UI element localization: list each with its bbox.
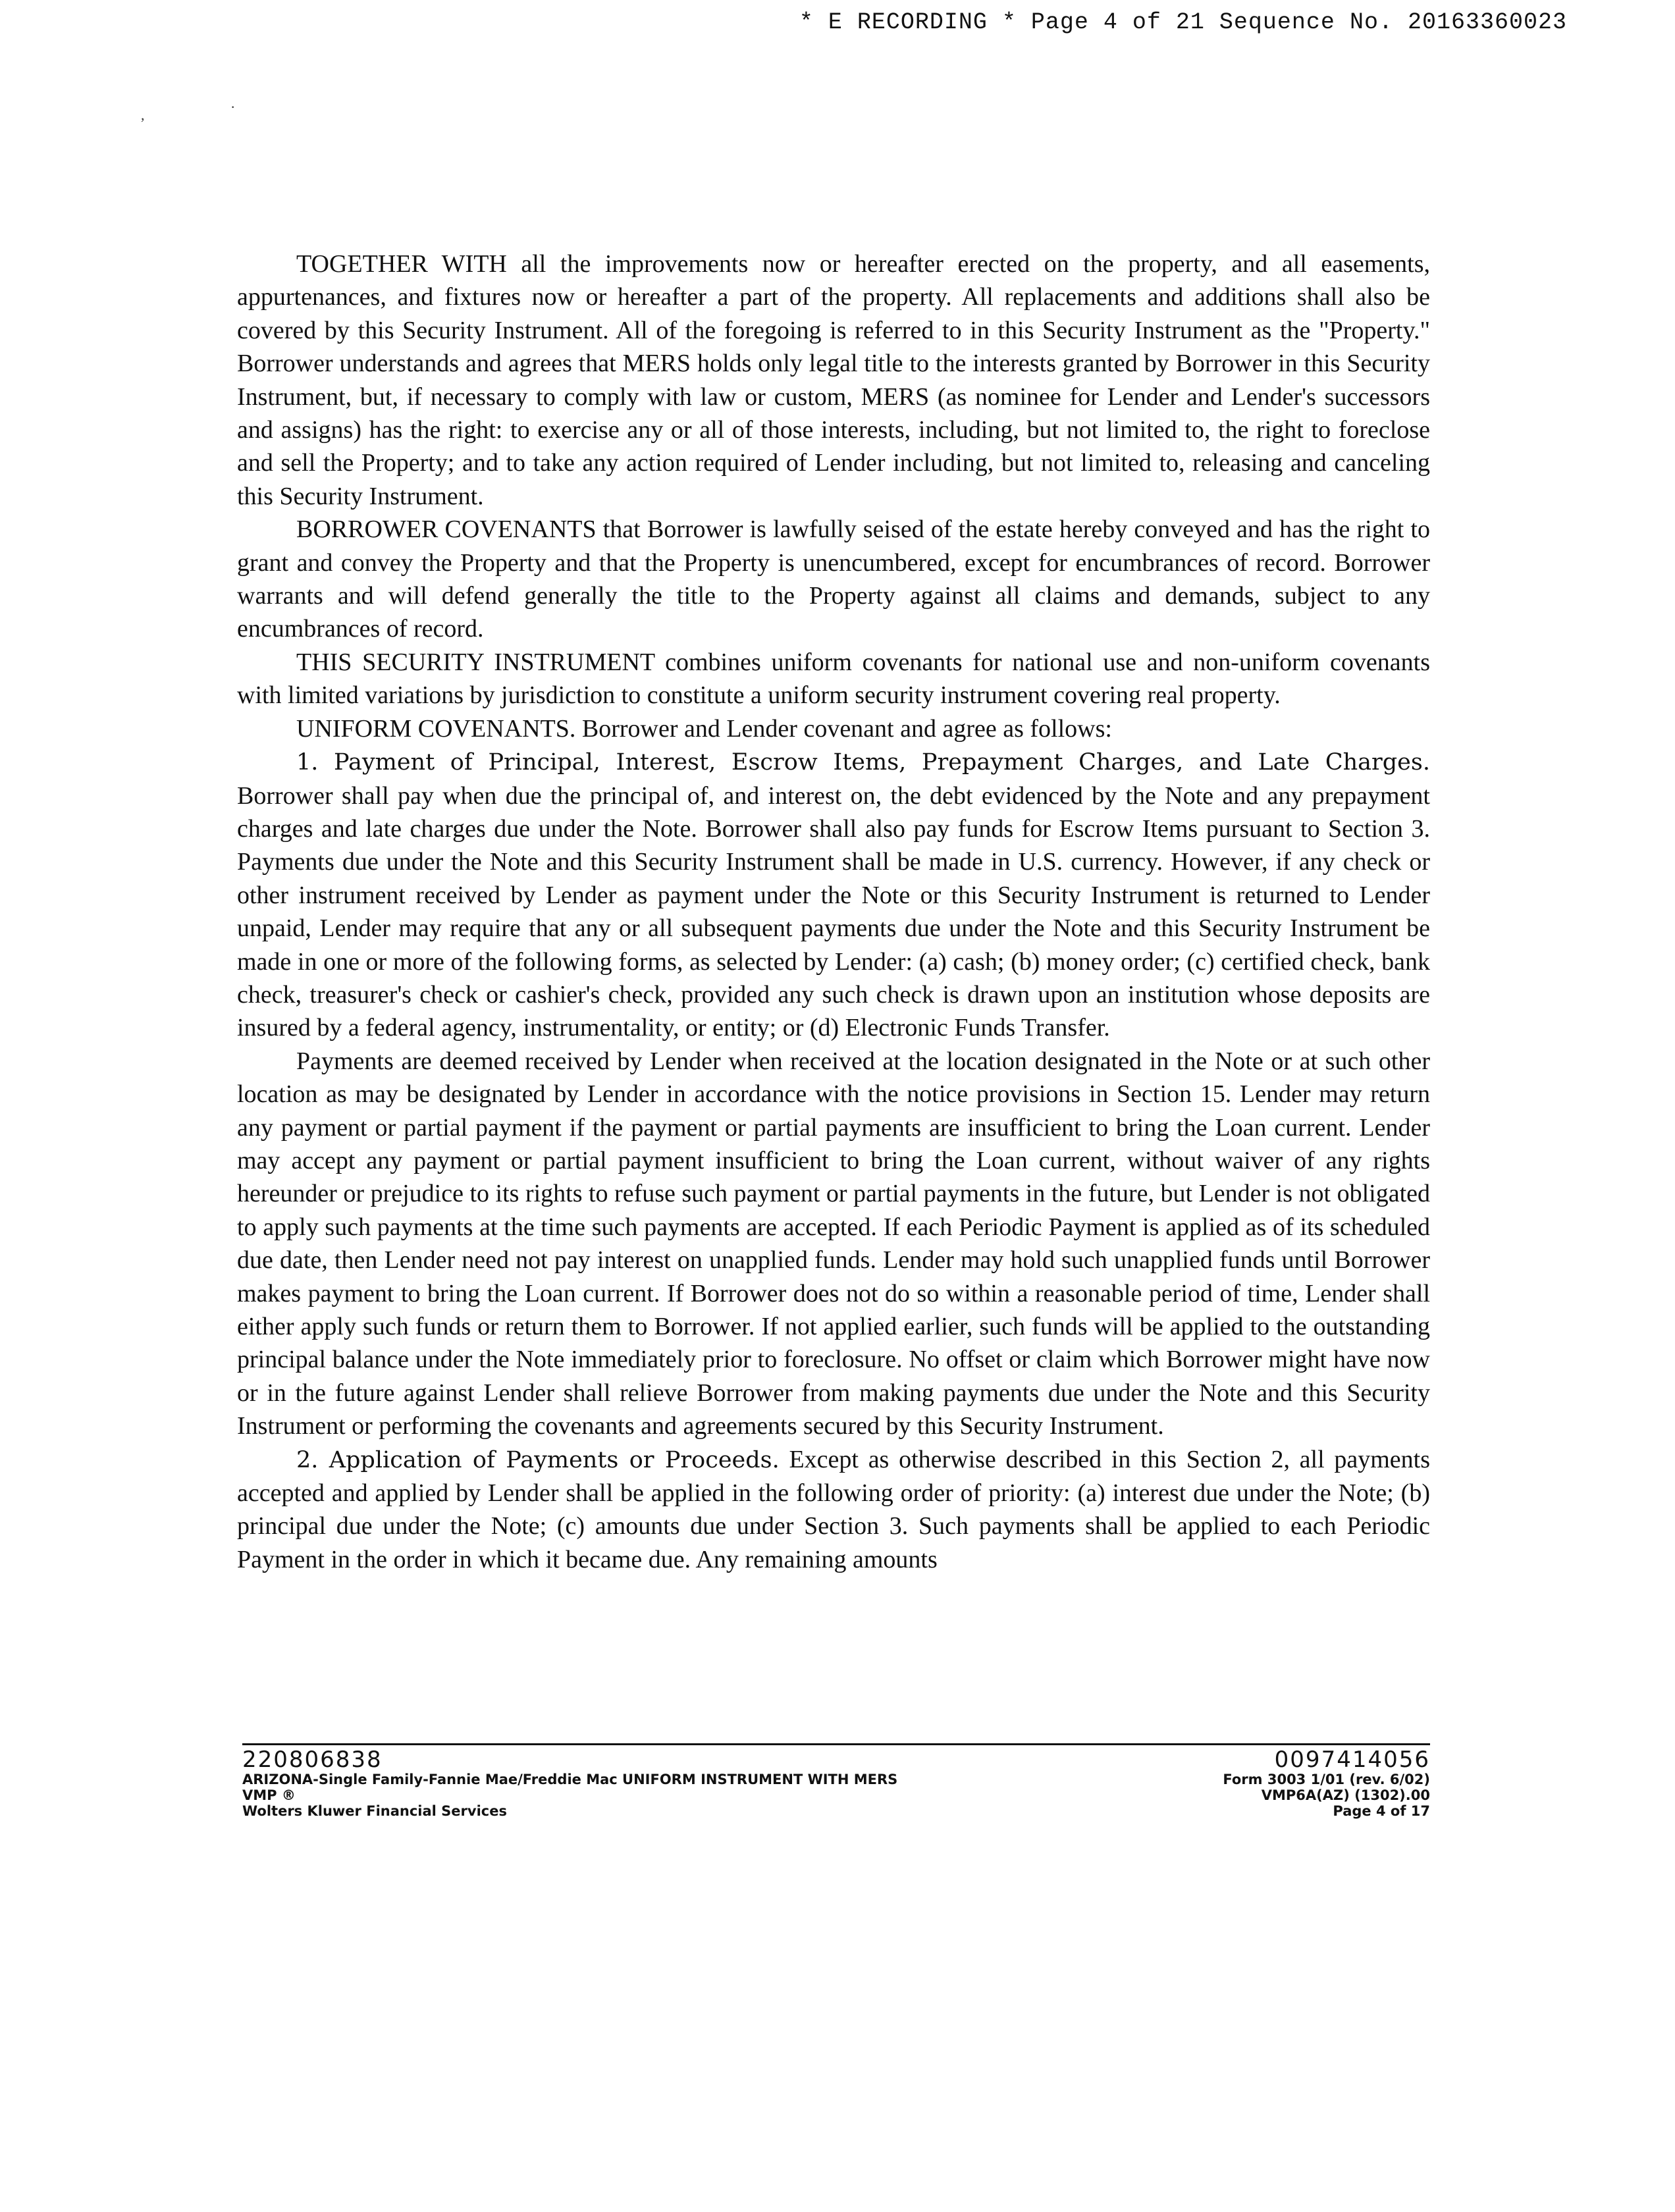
footer-left: [242, 1748, 897, 1819]
footer-left-number: 220806838: [242, 1747, 383, 1773]
vmp-mark: VMP ®: [242, 1787, 296, 1803]
section-1-text: Borrower shall pay when due the principal of, and interest on, the debt evidenced by the Note and any prepayment charges and late charges due under the Note. Borrower shall also pay funds for Escrow Items pursuant to Section 3. Payments due under the Note and this Security Instrument shall be made in U.S. currency. However, if any check or other instrument received by Lender as payment under the Note or this Security Instrument is returned to Lender unpaid, Lender may require that any or all subsequent payments due under the Note and this Security Instrument be made in one or more of the following forms, as selected by Lender: (a) cash; (b) money order; (c) certified check, bank check, treasurer's check or cashier's check, provided any such check is drawn upon an institution whose deposits are insured by a federal agency, instrumentality, or entity; or (d) Electronic Funds Transfer.: [237, 781, 1430, 1042]
paragraph-security-instrument: THIS SECURITY INSTRUMENT combines uniform covenants for national use and non-uniform covenants with limited variations by jurisdiction to constitute a uniform security instrument covering real property.: [237, 648, 1430, 710]
section-2-application: [237, 1443, 1430, 1577]
form-number: Form 3003 1/01 (rev. 6/02): [1223, 1772, 1430, 1787]
section-2-text: Except as otherwise described in this Section 2, all payments accepted and applied by Lender shall be applied in the following order of priority: (a) interest due under the Note; (b) principal due under the Note; (c) amounts due under Section 3. Such payments shall be applied to each Periodic Payment in the order in which it became due. Any remaining amounts: [237, 1445, 1431, 1573]
paragraph-payments-received: Payments are deemed received by Lender when received at the location designated in the Note or at such other location as may be designated by Lender in accordance with the notice provisions in Section 15. Lender may return any payment or partial payment if the payment or partial payments are insufficient to bring the Loan current. Lender may accept any payment or partial payment insufficient to bring the Loan current, without waiver of any rights hereunder or prejudice to its rights to refuse such payment or partial payments in the future, but Lender is not obligated to apply such payments at the time such payments are accepted. If each Periodic Payment is applied as of its scheduled due date, then Lender need not pay interest on unapplied funds. Lender may hold such unapplied funds until Borrower makes payment to bring the Loan current. If Borrower does not do so within a reasonable period of time, Lender shall either apply such funds or return them to Borrower. If not applied earlier, such funds will be applied to the outstanding principal balance under the Note immediately prior to foreclosure. No offset or claim which Borrower might have now or in the future against Lender shall relieve Borrower from making payments due under the Note and this Security Instrument or performing the covenants and agreements secured by this Security Instrument.: [237, 1047, 1430, 1440]
footer-right-number: 0097414056: [1274, 1747, 1430, 1773]
form-title: ARIZONA-Single Family-Fannie Mae/Freddie Mac UNIFORM INSTRUMENT WITH MERS: [242, 1772, 898, 1787]
section-1-payment: [237, 745, 1430, 1045]
scan-speck: ,: [141, 107, 145, 123]
section-2-heading: 2. Application of Payments or Proceeds.: [296, 1446, 780, 1473]
form-code: VMP6A(AZ) (1302).00: [1261, 1787, 1430, 1803]
paragraph-borrower-covenants: BORROWER COVENANTS that Borrower is lawfully seised of the estate hereby conveyed and has the right to grant and convey the Property and that the Property is unencumbered, except for encumbrances of record. Borrower warrants and will defend generally the title to the Property against all claims and demands, subject to any encumbrances of record.: [237, 515, 1430, 643]
footer-right: [1223, 1748, 1430, 1819]
scan-speck: ·: [230, 99, 236, 115]
recording-header: * E RECORDING * Page 4 of 21 Sequence No. 20163360023: [799, 9, 1567, 36]
publisher: Wolters Kluwer Financial Services: [242, 1803, 507, 1819]
paragraph-uniform-covenants: UNIFORM COVENANTS. Borrower and Lender covenant and agree as follows:: [296, 714, 1112, 743]
paragraph-together-with: TOGETHER WITH all the improvements now or hereafter erected on the property, and all easements, appurtenances, and fixtures now or hereafter a part of the property. All replacements and additions shall also be covered by this Security Instrument. All of the foregoing is referred to in this Security Instrument as the "Property." Borrower understands and agrees that MERS holds only legal title to the interests granted by Borrower in this Security Instrument, but, if necessary to comply with law or custom, MERS (as nominee for Lender and Lender's successors and assigns) has the right: to exercise any or all of those interests, including, but not limited to, the right to foreclose and sell the Property; and to take any action required of Lender including, but not limited to, releasing and canceling this Security Instrument.: [237, 250, 1430, 510]
page-footer: [242, 1743, 1430, 1819]
document-body: [237, 248, 1430, 1576]
page-number: Page 4 of 17: [1333, 1803, 1430, 1819]
section-1-heading: 1. Payment of Principal, Interest, Escrow Items, Prepayment Charges, and Late Charges.: [296, 749, 1430, 776]
